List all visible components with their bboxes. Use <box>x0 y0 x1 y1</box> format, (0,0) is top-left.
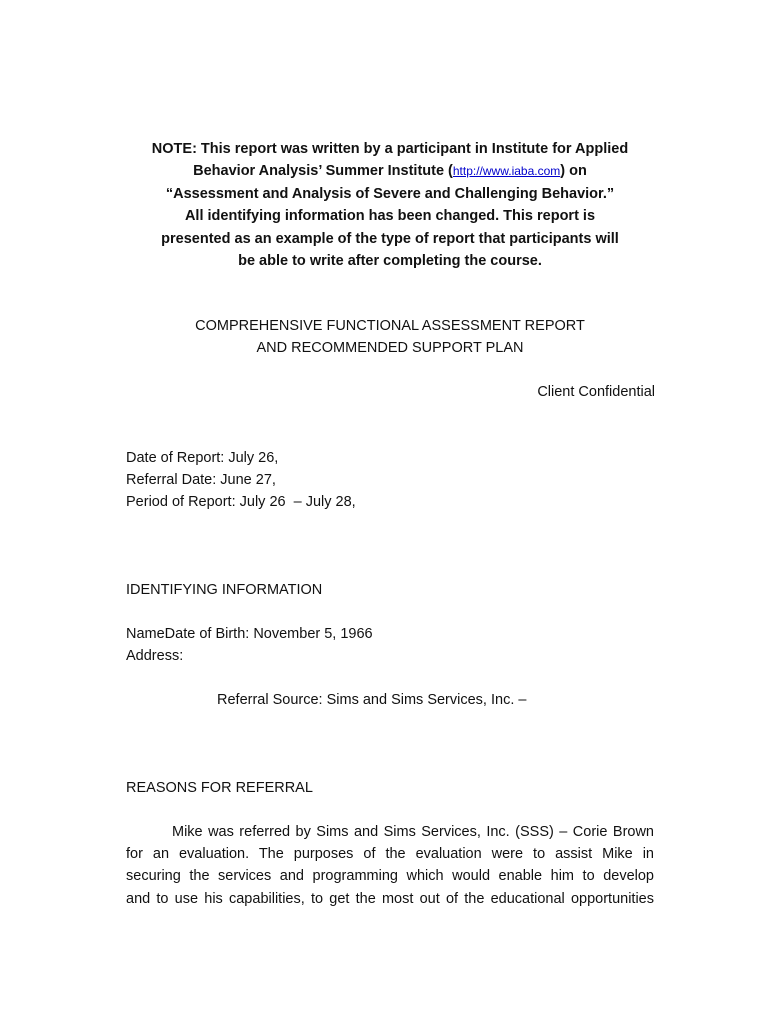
report-title-line-2: AND RECOMMENDED SUPPORT PLAN <box>256 340 524 356</box>
note-line-2-after: ) on <box>560 163 587 180</box>
identifying-information-heading: IDENTIFYING INFORMATION <box>126 582 323 598</box>
note-block <box>126 138 654 272</box>
paragraph-line: and to use his capabilities, to get the most out of the educational opportunities <box>126 890 654 907</box>
reasons-paragraph <box>126 821 654 910</box>
identifying-information <box>126 623 373 667</box>
note-line-3: “Assessment and Analysis of Severe and Challenging Behavior.” <box>165 185 615 202</box>
referral-source: Referral Source: Sims and Sims Services, Inc. – <box>217 692 527 708</box>
note-line-5: presented as an example of the type of report that participants will <box>161 230 619 247</box>
date-of-report: Date of Report: July 26, <box>126 450 279 466</box>
report-dates <box>126 447 356 513</box>
paragraph-line: Mike was referred by Sims and Sims Services, Inc. (SSS) – Corie Brown <box>172 824 654 840</box>
report-title <box>126 315 654 359</box>
report-title-line-1: COMPREHENSIVE FUNCTIONAL ASSESSMENT REPORT <box>195 318 585 334</box>
note-line-2 <box>126 160 654 182</box>
address-label: Address: <box>126 648 184 664</box>
paragraph-line: for an evaluation. The purposes of the evaluation were to assist Mike in <box>126 846 654 863</box>
client-confidential-label: Client Confidential <box>537 384 655 400</box>
name-date-of-birth: NameDate of Birth: November 5, 1966 <box>126 626 373 642</box>
period-of-report: Period of Report: July 26 – July 28, <box>126 494 356 510</box>
referral-date: Referral Date: June 27, <box>126 472 276 488</box>
institute-link[interactable]: http://www.iaba.com <box>452 164 561 179</box>
paragraph-line: securing the services and programming which would enable him to develop <box>126 868 654 885</box>
note-line-2-before: Behavior Analysis’ Summer Institute ( <box>193 163 453 180</box>
note-line-1: NOTE: This report was written by a participant in Institute for Applied <box>151 141 629 157</box>
note-line-4: All identifying information has been changed. This report is <box>184 208 596 225</box>
note-line-6: be able to write after completing the course. <box>238 253 542 270</box>
reasons-for-referral-heading: REASONS FOR REFERRAL <box>126 780 313 796</box>
